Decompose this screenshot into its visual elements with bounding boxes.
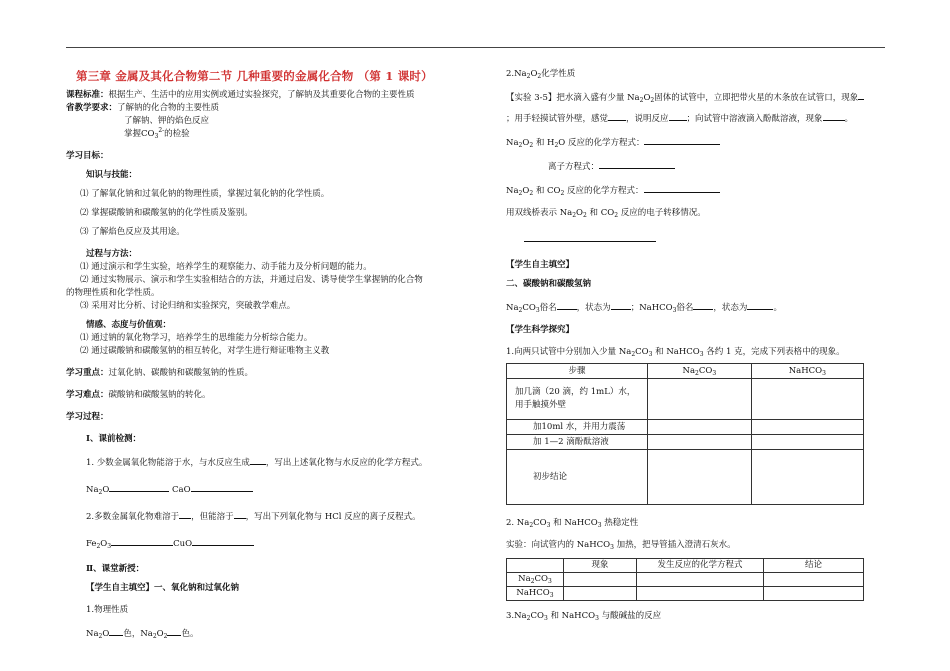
question-1-answers: $Na_2O$ CaO bbox=[66, 482, 476, 497]
province-item-3: 掌握$CO_3^{2-}$的检验 bbox=[124, 127, 190, 140]
water-reaction: $Na_2O_2$ 和 $H_2O$ 反应的化学方程式： bbox=[506, 135, 886, 150]
learning-process: 学习过程： bbox=[66, 412, 109, 422]
ionic-equation: 离子方程式： bbox=[506, 159, 886, 174]
answer-blank[interactable] bbox=[109, 482, 169, 492]
table-cell[interactable] bbox=[648, 420, 752, 435]
answer-blank[interactable] bbox=[669, 111, 687, 121]
goal-heading: 学习目标： bbox=[66, 151, 109, 161]
thermal-stability: 2. $Na_2CO_3$ 和 NaHCO$_3$ 热稳定性 bbox=[506, 518, 639, 529]
answer-blank[interactable] bbox=[823, 111, 845, 121]
thermal-table bbox=[506, 558, 864, 601]
table-row bbox=[507, 420, 864, 435]
table-header-row bbox=[507, 559, 864, 573]
knowledge-heading: 知识与技能： bbox=[86, 170, 138, 180]
bridge-answer bbox=[506, 232, 886, 247]
physical-properties: 1.物理性质 bbox=[86, 605, 129, 615]
section-2-heading: 二、碳酸钠和碳酸氢钠 bbox=[506, 279, 592, 289]
answer-blank[interactable] bbox=[608, 111, 626, 121]
table-cell[interactable] bbox=[751, 450, 863, 505]
curriculum-standard: 课程标准：根据生产、生活中的应用实例或通过实验探究，了解钠及其重要化合物的主要性质 bbox=[66, 90, 415, 100]
table-cell[interactable] bbox=[751, 420, 863, 435]
knowledge-item-2: ⑵ 掌握碳酸钠和碳酸氢钠的化学性质及鉴别。 bbox=[80, 208, 253, 218]
table-cell: 加 1—2 滴酚酞溶液 bbox=[507, 435, 648, 450]
table-row bbox=[507, 587, 864, 601]
answer-blank[interactable] bbox=[599, 159, 675, 169]
table-cell: 加几滴（20 滴，约 1mL）水，用手触摸外壁 bbox=[507, 379, 648, 420]
table-row bbox=[507, 379, 864, 420]
table-header: 步骤 bbox=[507, 364, 648, 379]
key-points: 学习重点：过氧化钠、碳酸钠和碳酸氢钠的性质。 bbox=[66, 368, 254, 378]
answer-blank[interactable] bbox=[250, 455, 266, 465]
right-column bbox=[506, 68, 886, 623]
table-header-row bbox=[507, 364, 864, 379]
acid-base-salt: $3.Na_2CO_3$ 和 NaHCO$_3$ 与酸碱盐的反应 bbox=[506, 611, 662, 622]
answer-blank[interactable] bbox=[109, 626, 123, 636]
emotion-item-1: ⑴ 通过钠的氧化物学习，培养学生的思维能力分析综合能力。 bbox=[80, 333, 313, 343]
self-fill-2: 【学生自主填空】 bbox=[506, 260, 575, 270]
process-item-1: ⑴ 通过演示和学生实验，培养学生的观察能力、动手能力及分析问题的能力。 bbox=[80, 262, 372, 272]
page-title: 第三章 金属及其化合物第二节 几种重要的金属化合物 （第 1 课时） bbox=[76, 69, 433, 83]
table-cell[interactable] bbox=[637, 573, 764, 587]
knowledge-item-1: ⑴ 了解氧化钠和过氧化钠的物理性质，掌握过氧化钠的化学性质。 bbox=[80, 189, 330, 199]
table-cell: $Na_2CO_3$ bbox=[507, 573, 564, 587]
emotion-heading: 情感、态度与价值观： bbox=[86, 320, 172, 330]
co2-reaction: $Na_2O_2$ 和 $CO_2$ 反应的化学方程式： bbox=[506, 183, 886, 198]
table-cell: 加10ml 水，并用力震荡 bbox=[507, 420, 648, 435]
table-cell: 初步结论 bbox=[507, 450, 648, 505]
question-1: 1. 少数金属氧化物能溶于水，与水反应生成 ，写出上述氧化物与水反应的化学方程式。 bbox=[66, 455, 476, 470]
answer-blank[interactable] bbox=[858, 90, 864, 100]
answer-blank[interactable] bbox=[524, 232, 656, 242]
table-header: $Na_2CO_3$ bbox=[648, 364, 752, 379]
science-explore: 【学生科学探究】 bbox=[506, 325, 575, 335]
knowledge-item-3: ⑶ 了解焰色反应及其用途。 bbox=[80, 227, 185, 237]
table-cell[interactable] bbox=[751, 379, 863, 420]
answer-blank[interactable] bbox=[644, 135, 720, 145]
table-row bbox=[507, 435, 864, 450]
self-fill-heading: 【学生自主填空】一、氧化钠和过氧化钠 bbox=[86, 583, 240, 593]
table-cell[interactable] bbox=[751, 435, 863, 450]
chem-props-heading: $2.Na_2O_2$化学性质 bbox=[506, 69, 576, 80]
answer-blank[interactable] bbox=[557, 300, 577, 310]
answer-blank[interactable] bbox=[747, 300, 773, 310]
table-header: NaHCO$_3$ bbox=[751, 364, 863, 379]
process-heading: 过程与方法： bbox=[86, 249, 138, 259]
table-header bbox=[507, 559, 564, 573]
observation-table bbox=[506, 363, 864, 505]
province-item-2: 了解钠、钾的焰色反应 bbox=[124, 116, 210, 126]
table-cell[interactable] bbox=[648, 379, 752, 420]
table-row bbox=[507, 573, 864, 587]
new-lesson-heading: Ⅱ、课堂新授： bbox=[86, 564, 145, 574]
table-cell[interactable] bbox=[564, 573, 637, 587]
double-bridge: 用双线桥表示 $Na_2O_2$ 和 $CO_2$ 反应的电子转移情况。 bbox=[506, 208, 706, 219]
table-cell[interactable] bbox=[764, 573, 864, 587]
table-header: 结论 bbox=[764, 559, 864, 573]
table-header: 发生反应的化学方程式 bbox=[637, 559, 764, 573]
pre-class-heading: Ⅰ、课前检测： bbox=[86, 434, 141, 444]
process-item-3: ⑶ 采用对比分析、讨论归纳和实验探究，突破教学难点。 bbox=[80, 301, 296, 311]
left-column bbox=[66, 68, 476, 641]
header-rule bbox=[66, 47, 885, 48]
answer-blank[interactable] bbox=[611, 300, 631, 310]
explore-question-1: 1.向两只试管中分别加入少量 $Na_2CO_3$ 和 NaHCO$_3$ 各约 1 克，完成下列表格中的现象。 bbox=[506, 347, 845, 358]
difficult-points: 学习难点：碳酸钠和碳酸氢钠的转化。 bbox=[66, 390, 211, 400]
experiment-3-5-cont: ；用手轻摸试管外壁，感觉 ，说明反应 ；向试管中溶液滴入酚酞溶液，现象 。 bbox=[506, 111, 886, 126]
answer-blank[interactable] bbox=[234, 509, 246, 519]
emotion-item-2: ⑵ 通过碳酸钠和碳酸氢钠的相互转化，对学生进行辩证唯物主义教 bbox=[80, 346, 330, 356]
process-item-2-cont: 的物理性质和化学性质。 bbox=[66, 288, 160, 298]
answer-blank[interactable] bbox=[111, 536, 173, 546]
process-item-2: ⑵ 通过实物展示、演示和学生实验相结合的方法，并通过启发、诱导使学生掌握钠的化合物 bbox=[80, 275, 423, 285]
table-cell[interactable] bbox=[564, 587, 637, 601]
question-2-answers: $Fe_2O_3$ CuO bbox=[66, 536, 476, 551]
question-2: 2.多数金属氧化物难溶于 ，但能溶于 ，写出下列氧化物与 HCl 反应的离子反程式。 bbox=[66, 509, 476, 524]
table-cell[interactable] bbox=[637, 587, 764, 601]
answer-blank[interactable] bbox=[693, 300, 713, 310]
color-question: $Na_2O$ 色，$Na_2O_2$ 色。 bbox=[66, 626, 476, 641]
answer-blank[interactable] bbox=[192, 536, 254, 546]
answer-blank[interactable] bbox=[191, 482, 253, 492]
table-cell[interactable] bbox=[764, 587, 864, 601]
experiment-3-5: 【实验 3-5】把水滴入盛有少量 $Na_2O_2$固体的试管中，立即把带火星的木条放在试管口，现象 bbox=[506, 90, 886, 105]
answer-blank[interactable] bbox=[179, 509, 191, 519]
heating-experiment: 实验：向试管内的 NaHCO$_3$ 加热，把导管插入澄清石灰水。 bbox=[506, 540, 736, 551]
table-row bbox=[507, 450, 864, 505]
answer-blank[interactable] bbox=[167, 626, 181, 636]
table-cell: NaHCO$_3$ bbox=[507, 587, 564, 601]
common-names: $Na_2CO_3$俗名 ，状态为 ；NaHCO$_3$俗名 ，状态为 。 bbox=[506, 300, 886, 315]
province-requirement: 省教学要求：了解钠的化合物的主要性质 bbox=[66, 103, 220, 113]
table-cell[interactable] bbox=[648, 450, 752, 505]
table-header: 现象 bbox=[564, 559, 637, 573]
table-cell[interactable] bbox=[648, 435, 752, 450]
answer-blank[interactable] bbox=[644, 183, 720, 193]
